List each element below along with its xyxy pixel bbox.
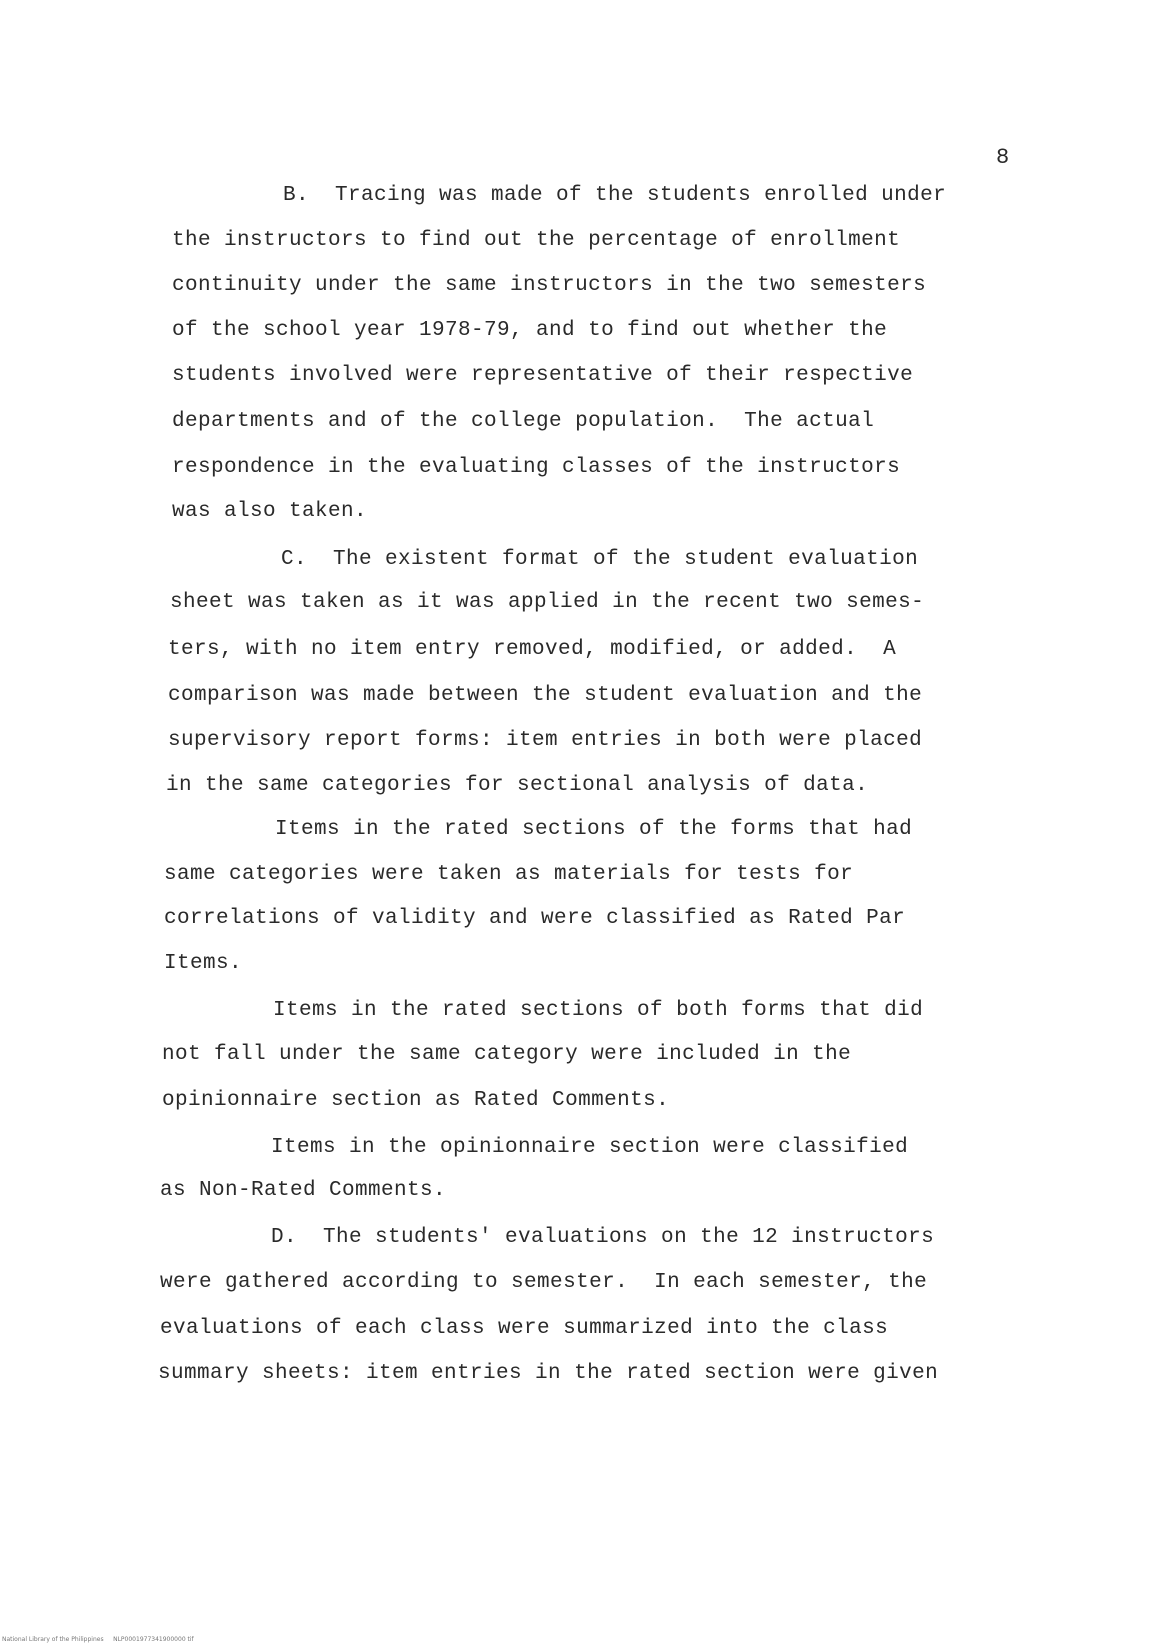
text-line: in the same categories for sectional analysis of data. [166,774,869,797]
text-line: opinionnaire section as Rated Comments. [162,1089,670,1112]
page-number: 8 [996,145,1010,170]
text-line: correlations of validity and were classified as Rated Par [164,907,906,930]
text-line: supervisory report forms: item entries in both were placed [168,729,923,752]
text-line: of the school year 1978-79, and to find out whether the [172,319,888,342]
text-line: sheet was taken as it was applied in the recent two semes- [170,591,925,614]
text-line: Items in the opinionnaire section were classified [271,1136,909,1159]
text-line: same categories were taken as materials for tests for [164,863,854,886]
text-line: the instructors to find out the percentage of enrollment [172,229,901,252]
text-line: Items in the rated sections of the forms that had [275,818,913,841]
scan-footer: National Library of the Philippines NLP0001977341900000 tif [2,1636,194,1643]
text-line: Items in the rated sections of both forms that did [273,999,924,1022]
text-line: was also taken. [172,500,368,523]
text-line: respondence in the evaluating classes of the instructors [172,456,901,479]
text-line: continuity under the same instructors in the two semesters [172,274,927,297]
text-line: comparison was made between the student evaluation and the [168,684,923,707]
text-line: not fall under the same category were included in the [162,1043,852,1066]
text-line: Items. [164,952,243,975]
text-line: students involved were representative of their respective [172,364,914,387]
text-line: ters, with no item entry removed, modified, or added. A [168,638,897,661]
text-line: as Non-Rated Comments. [160,1179,447,1202]
text-line: departments and of the college population. The actual [172,410,875,433]
text-line: evaluations of each class were summarized into the class [160,1317,889,1340]
text-line: summary sheets: item entries in the rated section were given [158,1362,939,1385]
text-line: B. Tracing was made of the students enrolled under [283,184,947,207]
text-line: D. The students' evaluations on the 12 instructors [271,1226,935,1249]
text-line: were gathered according to semester. In each semester, the [160,1271,928,1294]
text-line: C. The existent format of the student evaluation [281,548,919,571]
